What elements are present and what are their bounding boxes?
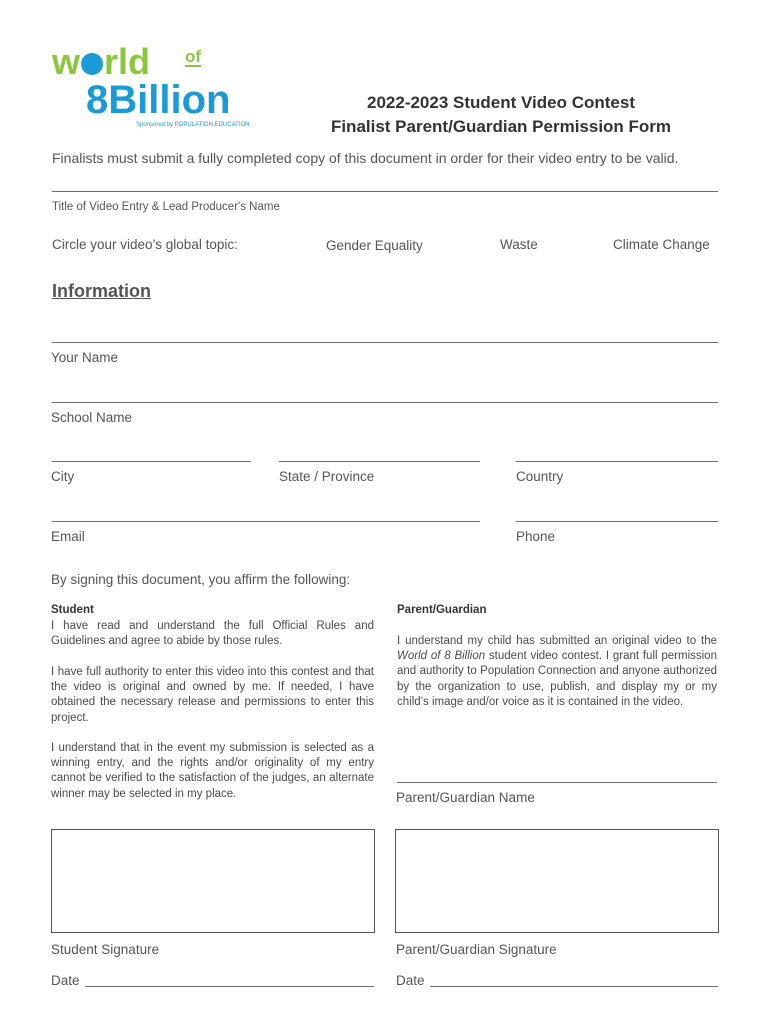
instructions: Finalists must submit a fully completed copy of this document in order for their video entry to be valid. — [52, 150, 679, 166]
guardian-text-b: student video contest. I grant full permission and authority to Population Connection and anyone authorized by the organization to use, publish, and display my or my child’s image and/or voice as it is contained in the video. — [397, 650, 717, 708]
guardian-heading: Parent/Guardian — [397, 604, 487, 616]
entry-title-label: Title of Video Entry & Lead Producer's Name — [52, 201, 280, 213]
entry-title-line[interactable] — [52, 191, 718, 192]
guardian-signature-label: Parent/Guardian Signature — [396, 942, 557, 957]
guardian-date-line[interactable] — [430, 986, 718, 987]
phone-line[interactable] — [516, 521, 718, 522]
guardian-text-a: I understand my child has submitted an original video to the — [397, 635, 717, 647]
guardian-date-label: Date — [396, 973, 425, 988]
logo-rld: rld — [104, 41, 151, 82]
country-label: Country — [516, 469, 564, 484]
topic-waste[interactable]: Waste — [500, 237, 538, 252]
topic-prompt: Circle your video’s global topic: — [52, 237, 238, 252]
form-title-line1: 2022-2023 Student Video Contest — [367, 93, 635, 112]
state-label: State / Province — [279, 469, 375, 484]
affirm-intro: By signing this document, you affirm the following: — [51, 572, 351, 587]
logo-line2 — [86, 80, 230, 120]
logo — [52, 41, 272, 134]
information-heading: Information — [52, 281, 151, 301]
student-paragraph-3: I understand that in the event my submission is selected as a winning entry, and the rights and/or originality of my entry cannot be verified to the satisfaction of the judges, an alternate winner may be selected in my place. — [51, 742, 374, 800]
your-name-label: Your Name — [51, 350, 119, 365]
student-paragraph-2: I have full authority to enter this video into this contest and that the video is original and owned by me. If needed, I have obtained the necessary release and permissions to enter this project. — [51, 666, 374, 724]
email-label: Email — [51, 529, 85, 544]
student-date-label: Date — [51, 973, 80, 988]
city-line[interactable] — [52, 461, 251, 462]
student-heading: Student — [51, 604, 94, 616]
student-signature-box[interactable] — [51, 829, 375, 933]
student-paragraph-1: I have read and understand the full Official Rules and Guidelines and agree to abide by those rules. — [51, 620, 374, 648]
student-date-line[interactable] — [85, 986, 374, 987]
topic-climate-change[interactable]: Climate Change — [613, 237, 710, 252]
student-signature-label: Student Signature — [51, 942, 160, 957]
logo-sponsor: Sponsored by POPULATION EDUCATION — [136, 122, 250, 128]
logo-8: 8 — [86, 78, 109, 122]
globe-icon — [81, 53, 103, 75]
logo-w: w — [52, 41, 81, 82]
logo-billion: Billion — [108, 78, 231, 122]
guardian-name-line[interactable] — [397, 782, 717, 783]
email-line[interactable] — [52, 521, 480, 522]
form-title-line2: Finalist Parent/Guardian Permission Form — [330, 117, 672, 136]
logo-line1 — [52, 41, 151, 82]
guardian-paragraph — [397, 634, 717, 710]
your-name-line[interactable] — [52, 342, 718, 343]
city-label: City — [51, 469, 75, 484]
topic-gender-equality[interactable]: Gender Equality — [326, 238, 423, 253]
guardian-signature-box[interactable] — [395, 829, 719, 933]
phone-label: Phone — [516, 529, 556, 544]
logo-of: of — [185, 47, 202, 66]
school-name-label: School Name — [51, 410, 133, 425]
guardian-name-label: Parent/Guardian Name — [396, 790, 535, 805]
school-name-line[interactable] — [52, 402, 718, 403]
guardian-text-italic: World of 8 Billion — [397, 650, 486, 663]
country-line[interactable] — [516, 461, 718, 462]
state-line[interactable] — [279, 461, 480, 462]
